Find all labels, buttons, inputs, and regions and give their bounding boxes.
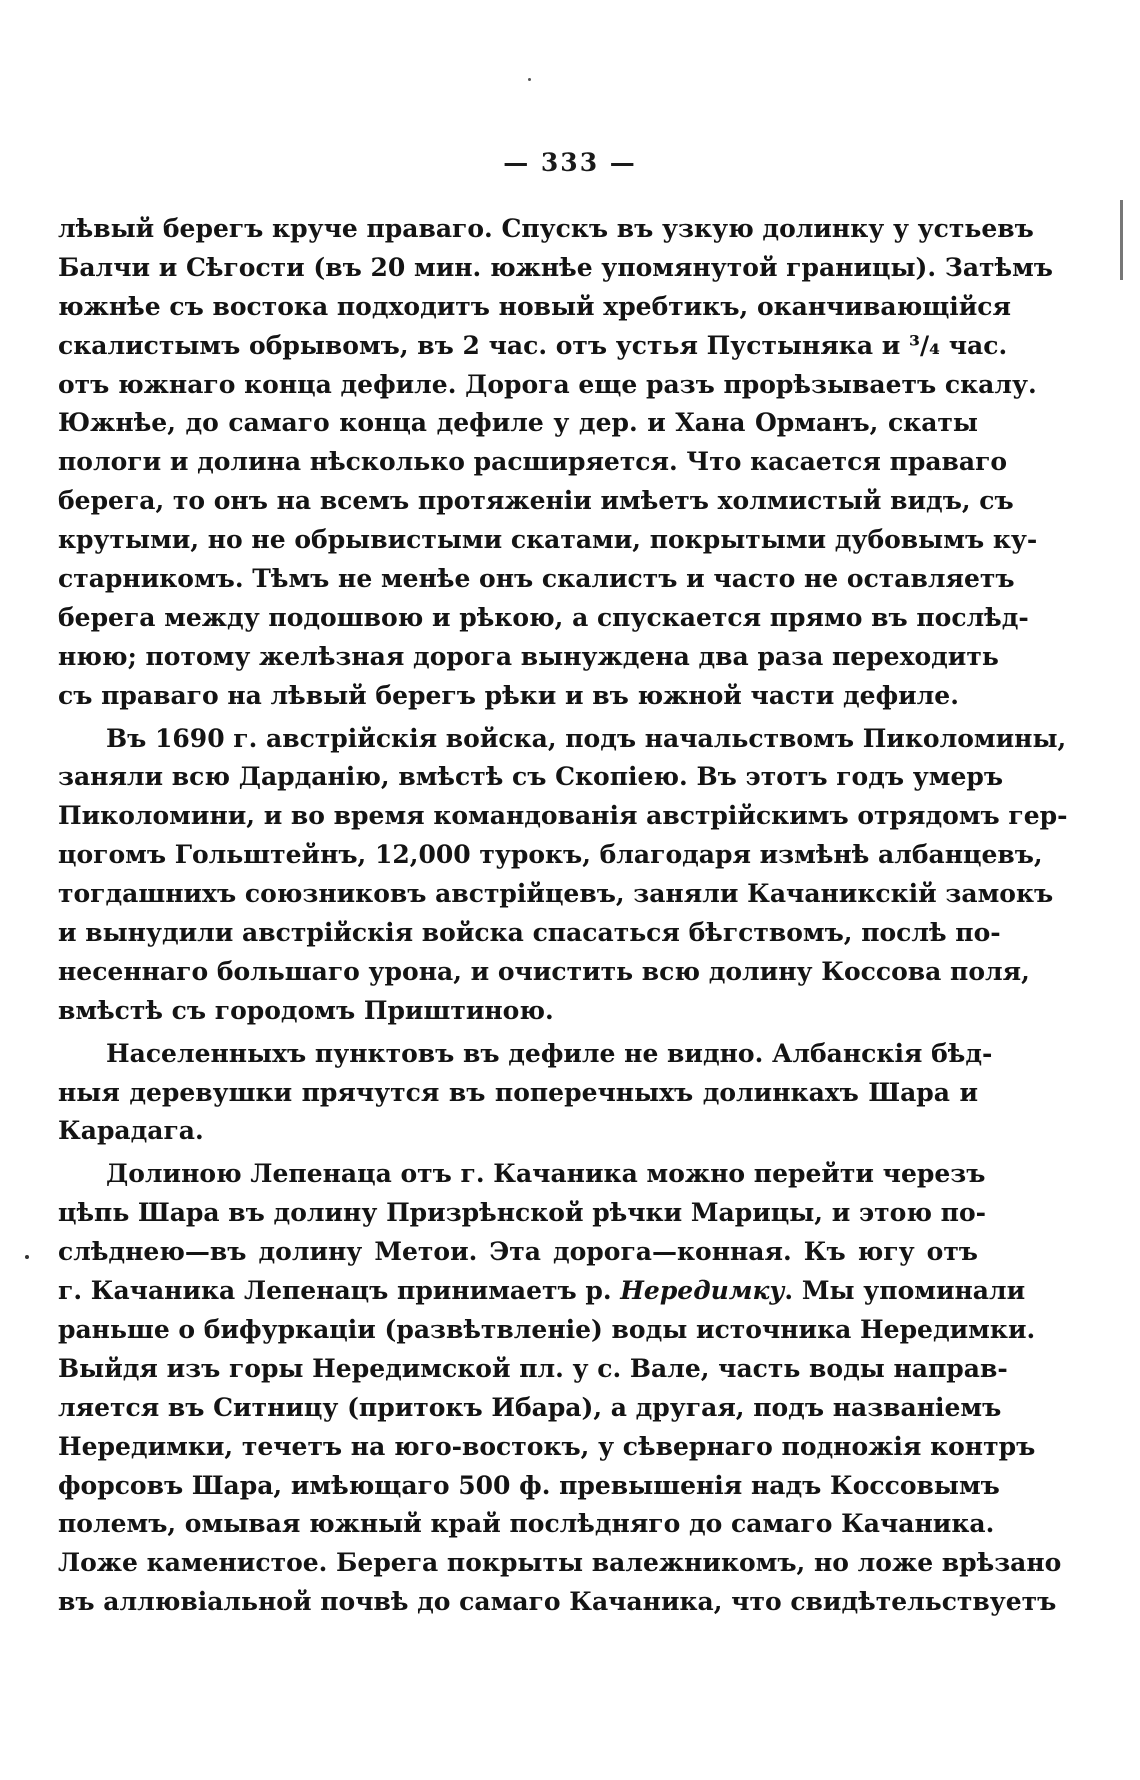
text-line: несеннаго большаго урона, и очистить всю долину Коссова поля, xyxy=(58,956,1030,986)
paragraph-2 xyxy=(58,720,1068,1031)
text-line: форсовъ Шара, имѣющаго 500 ф. превышенія надъ Коссовымъ xyxy=(58,1470,1000,1500)
text-line: Южнѣе, до самаго конца дефиле у дер. и Хана Орманъ, скаты xyxy=(58,408,978,438)
text-line: Долиною Лепенаца отъ г. Качаника можно перейти черезъ xyxy=(106,1159,986,1189)
text-line: и вынудили австрійскія войска спасаться бѣгствомъ, послѣ по- xyxy=(58,918,1001,948)
text-line: цѣпь Шара въ долину Призрѣнской рѣчки Марицы, и этою по- xyxy=(58,1198,987,1228)
text-line-with-italic xyxy=(58,1272,1026,1311)
river-name-italic: Нередимку xyxy=(620,1276,785,1306)
text-line: въ аллювіальной почвѣ до самаго Качаника, что свидѣтельствуетъ xyxy=(58,1587,1057,1617)
text-line: цогомъ Гольштейнъ, 12,000 турокъ, благодаря измѣнѣ албанцевъ, xyxy=(58,840,1043,870)
text-line: тогдашнихъ союзниковъ австрійцевъ, заняли Качаникскій замокъ xyxy=(58,879,1054,909)
text-line: отъ южнаго конца дефиле. Дорога еще разъ прорѣзываетъ скалу. xyxy=(58,369,1037,399)
text-line: берега, то онъ на всемъ протяженіи имѣетъ холмистый видъ, съ xyxy=(58,486,1014,516)
text-line: Населенныхъ пунктовъ въ дефиле не видно. Албанскія бѣд- xyxy=(106,1038,993,1068)
text-line: пологи и долина нѣсколько расширяется. Что касается праваго xyxy=(58,447,1008,477)
text-line: Балчи и Сѣгости (въ 20 мин. южнѣе упомянутой границы). Затѣмъ xyxy=(58,252,1053,282)
page-number: — 333 — xyxy=(503,148,637,177)
text-line: крутыми, но не обрывистыми скатами, покрытыми дубовымъ ку- xyxy=(58,525,1038,555)
text-line: Въ 1690 г. австрійскія войска, подъ начальствомъ Пиколомины, xyxy=(106,723,1067,753)
text-line: раньше о бифуркаціи (развѣтвленіе) воды источника Нередимки. xyxy=(58,1314,1036,1344)
text-line: полемъ, омывая южный край послѣдняго до самаго Качаника. xyxy=(58,1509,995,1539)
text-line: Ложе каменистое. Берега покрыты валежникомъ, но ложе врѣзано xyxy=(58,1548,1062,1578)
text-line: берега между подошвою и рѣкою, а спускается прямо въ послѣд- xyxy=(58,602,1029,632)
text-line: ляется въ Ситницу (притокъ Ибара), а другая, подъ названіемъ xyxy=(58,1392,1002,1422)
margin-dot xyxy=(25,1255,29,1259)
text-line: съ праваго на лѣвый берегъ рѣки и въ южной части дефиле. xyxy=(58,680,959,710)
text-line: Выйдя изъ горы Нередимской пл. у с. Вале, часть воды направ- xyxy=(58,1353,1008,1383)
text-segment: . Мы упоминали xyxy=(784,1276,1026,1306)
text-segment: г. Качаника Лепенацъ принимаетъ р. xyxy=(58,1276,612,1306)
paragraph-1 xyxy=(58,210,1053,716)
text-line: заняли всю Дарданію, вмѣстѣ съ Скопіею. Въ этотъ годъ умеръ xyxy=(58,762,1004,792)
text-line: Нередимки, течетъ на юго-востокъ, у сѣвернаго подножія контръ xyxy=(58,1431,1036,1461)
text-line: южнѣе съ востока подходитъ новый хребтикъ, оканчивающійся xyxy=(58,291,1011,321)
body-text xyxy=(58,210,1068,1622)
text-line: слѣднею—въ долину Метои. Эта дорога—конная. Къ югу отъ xyxy=(58,1237,978,1267)
text-line: старникомъ. Тѣмъ не менѣе онъ скалистъ и часто не оставляетъ xyxy=(58,564,1015,594)
text-line: нюю; потому желѣзная дорога вынуждена два раза переходить xyxy=(58,641,999,671)
text-line: скалистымъ обрывомъ, въ 2 час. отъ устья Пустыняка и ³/₄ час. xyxy=(58,330,1008,360)
scan-speck xyxy=(528,78,531,81)
text-line: лѣвый берегъ круче праваго. Спускъ въ узкую долинку у устьевъ xyxy=(58,214,1034,243)
text-line: Карадага. xyxy=(58,1116,204,1146)
text-line: ныя деревушки прячутся въ поперечныхъ долинкахъ Шара и xyxy=(58,1077,978,1107)
binding-edge-mark xyxy=(1120,200,1123,280)
paragraph-3 xyxy=(58,1035,993,1152)
text-line: вмѣстѣ съ городомъ Приштиною. xyxy=(58,995,554,1025)
text-line: Пиколомини, и во время командованія австрійскимъ отрядомъ гер- xyxy=(58,801,1068,831)
paragraph-4 xyxy=(58,1155,1062,1622)
